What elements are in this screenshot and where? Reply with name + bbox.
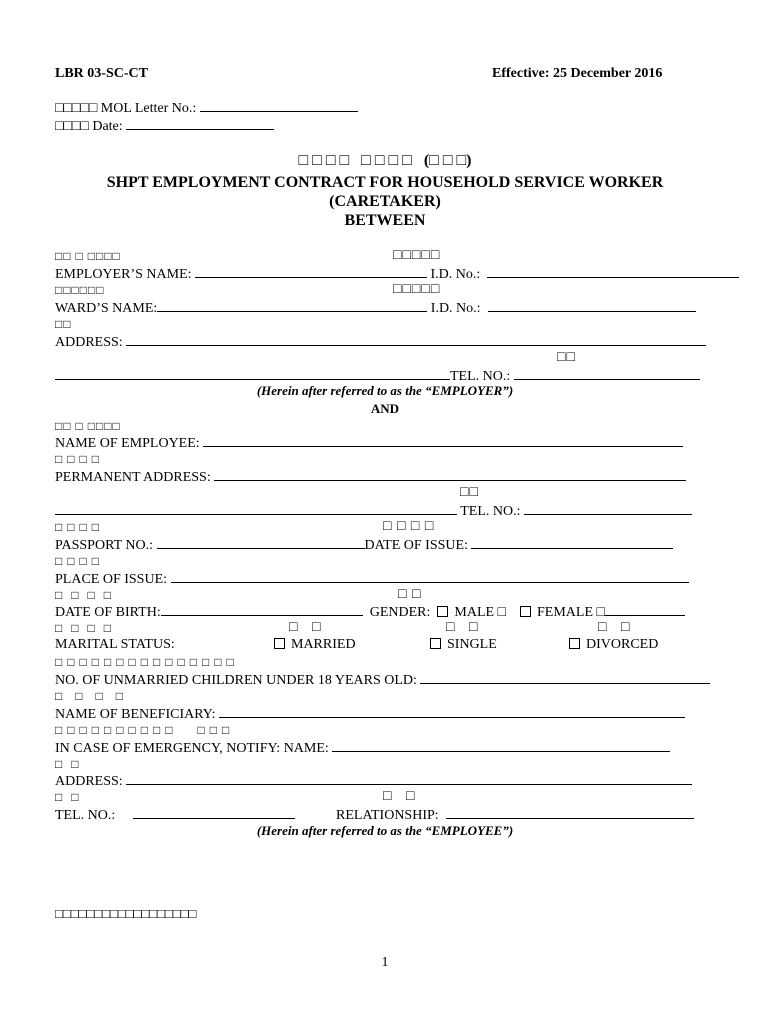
employee-tel-line — [55, 502, 692, 520]
permanent-address-glyphs: □ □ □ □ — [55, 452, 100, 466]
beneficiary-glyphs: □ □ □ □ — [55, 689, 124, 703]
employer-address-field-2[interactable] — [55, 367, 450, 380]
issue-date-label: DATE OF ISSUE: — [364, 538, 468, 553]
permanent-address-label: PERMANENT ADDRESS: — [55, 470, 211, 485]
mol-date-field[interactable] — [126, 117, 274, 130]
gender-label: GENDER: — [369, 605, 431, 620]
employer-id-field[interactable] — [487, 265, 739, 278]
emergency-tel-label: TEL. NO.: — [55, 808, 116, 823]
married-option[interactable] — [274, 637, 356, 653]
employee-name-glyphs: □□ □ □□□□ — [55, 419, 121, 433]
form-code: LBR 03-SC-CT — [55, 66, 148, 81]
passport-field[interactable] — [157, 536, 365, 549]
ward-name-glyphs: □□□□□□ — [55, 283, 105, 297]
employer-id-label: I.D. No.: — [430, 267, 481, 282]
employer-address-line — [55, 333, 706, 351]
place-glyphs: □ □ □ □ — [55, 554, 100, 568]
married-glyphs: □ □ — [289, 620, 322, 635]
place-line — [55, 570, 689, 588]
passport-glyphs: □ □ □ □ — [55, 520, 100, 534]
marital-line — [55, 637, 175, 653]
employee-name-label: NAME OF EMPLOYEE: — [55, 436, 200, 451]
female-label: FEMALE □ — [537, 605, 605, 620]
dob-line — [55, 603, 685, 621]
employer-address-label: ADDRESS: — [55, 335, 123, 350]
marital-label: MARITAL STATUS: — [55, 637, 175, 652]
permanent-address-field[interactable] — [214, 468, 686, 481]
page-subtitle: (CARETAKER) — [329, 193, 441, 210]
mol-letter-field[interactable] — [200, 99, 358, 112]
ward-id-field[interactable] — [488, 299, 696, 312]
employer-tel-field[interactable] — [514, 367, 700, 380]
male-checkbox[interactable] — [437, 606, 448, 617]
relationship-line — [336, 806, 694, 824]
emergency-name-field[interactable] — [332, 739, 670, 752]
emergency-tel-line — [55, 806, 295, 824]
ward-name-label: WARD’S NAME: — [55, 301, 158, 316]
dob-glyphs: □ □ □ □ — [55, 588, 112, 602]
single-glyphs: □ □ — [446, 620, 479, 635]
gender-other-field[interactable] — [605, 603, 685, 616]
single-checkbox[interactable] — [430, 638, 441, 649]
mol-letter-label: MOL Letter No.: — [100, 101, 197, 116]
employer-name-label: EMPLOYER’S NAME: — [55, 267, 192, 282]
mol-date-line — [55, 117, 274, 135]
married-label: MARRIED — [291, 637, 356, 652]
title-glyphs: □ □ □ □ □ □ □ □ (□ □ □) — [298, 152, 472, 169]
married-checkbox[interactable] — [274, 638, 285, 649]
divorced-label: DIVORCED — [586, 637, 659, 652]
issue-date-field[interactable] — [471, 536, 673, 549]
employee-name-field[interactable] — [203, 434, 683, 447]
divorced-checkbox[interactable] — [569, 638, 580, 649]
mol-date-glyphs: □□□□ — [55, 119, 89, 134]
gender-glyphs: □ □ — [398, 587, 422, 602]
emergency-address-line — [55, 772, 692, 790]
passport-label: PASSPORT NO.: — [55, 538, 153, 553]
place-label: PLACE OF ISSUE: — [55, 572, 168, 587]
relationship-field[interactable] — [446, 806, 694, 819]
relationship-glyphs: □ □ — [383, 789, 416, 804]
employer-tel-label: TEL. NO.: — [450, 369, 511, 384]
dob-label: DATE OF BIRTH: — [55, 605, 161, 620]
emergency-line — [55, 739, 670, 757]
page-number: 1 — [381, 955, 389, 970]
employer-id-glyphs: □□□□□ — [393, 248, 441, 263]
emergency-address-field[interactable] — [126, 772, 692, 785]
employee-tel-label: TEL. NO.: — [460, 504, 521, 519]
single-option[interactable] — [430, 637, 497, 653]
employee-name-line — [55, 434, 683, 452]
emergency-tel-glyphs: □ □ — [55, 790, 80, 804]
and-label: AND — [370, 401, 400, 416]
emergency-tel-field[interactable] — [133, 806, 295, 819]
employer-address-glyphs: □□ — [55, 317, 72, 331]
single-label: SINGLE — [447, 637, 497, 652]
ward-id-label: I.D. No.: — [430, 301, 481, 316]
emergency-label: IN CASE OF EMERGENCY, NOTIFY: NAME: — [55, 741, 329, 756]
divorced-glyphs: □ □ — [598, 620, 631, 635]
mol-date-label: Date: — [92, 119, 123, 134]
issue-date-glyphs: □ □ □ □ — [383, 519, 435, 534]
employer-address-field[interactable] — [126, 333, 706, 346]
employer-name-field[interactable] — [195, 265, 427, 278]
permanent-address-field-2[interactable] — [55, 502, 457, 515]
relationship-label: RELATIONSHIP: — [336, 808, 439, 823]
beneficiary-line — [55, 705, 685, 723]
emergency-glyphs: □ □ □ □ □ □ □ □ □ □ □ □ □ — [55, 723, 231, 737]
permanent-address-line — [55, 468, 686, 486]
passport-line — [55, 536, 673, 554]
female-checkbox[interactable] — [520, 606, 531, 617]
employee-ref-note: (Herein after referred to as the “EMPLOYEE”) — [256, 823, 514, 838]
between-label: BETWEEN — [344, 212, 426, 229]
ward-name-line — [55, 299, 696, 317]
employer-tel-glyphs: □□ — [557, 350, 576, 365]
employer-name-line — [55, 265, 739, 283]
employee-tel-glyphs: □□ — [460, 485, 479, 500]
employee-tel-field[interactable] — [524, 502, 692, 515]
ward-name-field[interactable] — [157, 299, 427, 312]
marital-glyphs: □ □ □ □ — [55, 621, 112, 635]
footer-glyphs: □□□□□□□□□□□□□□□□□□ — [55, 906, 197, 921]
emergency-address-label: ADDRESS: — [55, 774, 123, 789]
page-title: SHPT EMPLOYMENT CONTRACT FOR HOUSEHOLD SERVICE WORKER — [106, 174, 664, 191]
employer-name-glyphs: □□ □ □□□□ — [55, 249, 121, 263]
children-field[interactable] — [420, 671, 710, 684]
children-label: NO. OF UNMARRIED CHILDREN UNDER 18 YEARS OLD: — [55, 673, 417, 688]
children-line — [55, 671, 710, 689]
beneficiary-label: NAME OF BENEFICIARY: — [55, 707, 216, 722]
mol-letter-glyphs: □□□□□ — [55, 101, 98, 116]
children-glyphs: □ □ □ □ □ □ □ □ □ □ □ □ □ □ □ — [55, 655, 235, 669]
effective-date: Effective: 25 December 2016 — [492, 66, 663, 81]
divorced-option[interactable] — [569, 637, 658, 653]
ward-id-glyphs: □□□□□ — [393, 282, 441, 297]
male-label: MALE □ — [454, 605, 507, 620]
emergency-address-glyphs: □ □ — [55, 757, 80, 771]
beneficiary-field[interactable] — [219, 705, 685, 718]
employer-ref-note: (Herein after referred to as the “EMPLOYER”) — [256, 383, 514, 398]
dob-field[interactable] — [161, 603, 363, 616]
mol-letter-line — [55, 99, 358, 117]
place-field[interactable] — [171, 570, 689, 583]
